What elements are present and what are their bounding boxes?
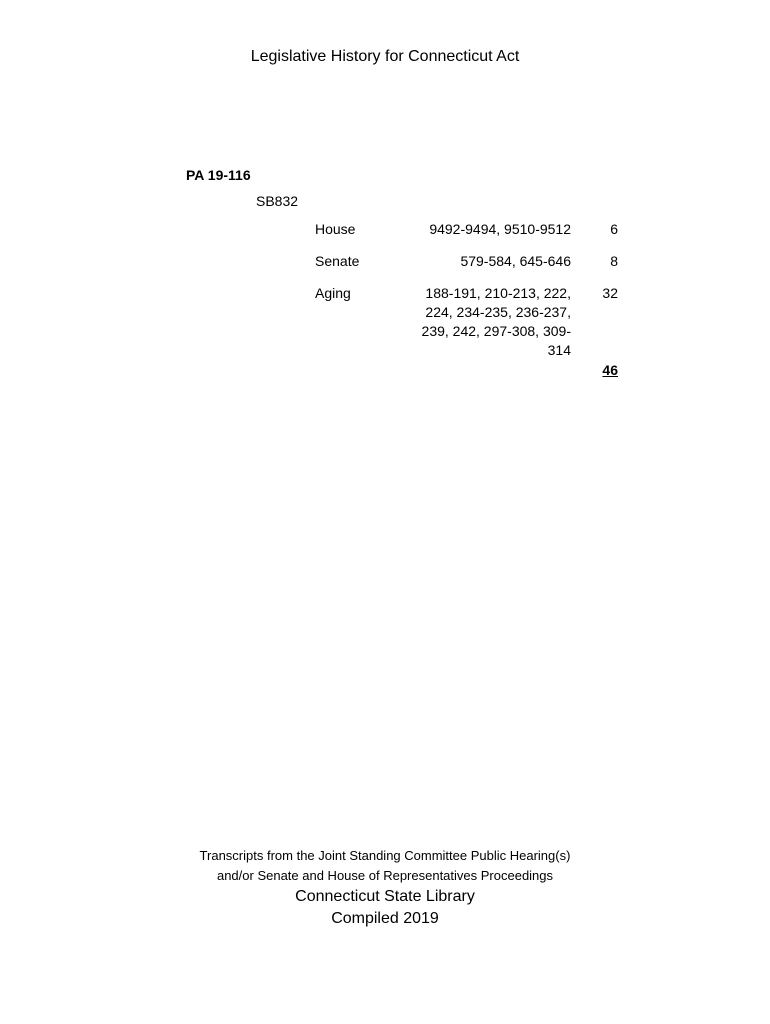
footer-compiled-line: Compiled 2019 xyxy=(331,910,439,927)
page-count: 6 xyxy=(610,221,618,237)
chamber-label: Aging xyxy=(315,285,351,301)
history-row-aging xyxy=(315,284,618,360)
footer-library-line: Connecticut State Library xyxy=(295,888,475,905)
page-count: 8 xyxy=(610,253,618,269)
bill-number: SB832 xyxy=(256,193,299,209)
act-number: PA 19-116 xyxy=(186,167,251,183)
total-page-count: 46 xyxy=(602,362,618,378)
history-table xyxy=(315,220,618,373)
chamber-label: Senate xyxy=(315,253,360,269)
page-ranges: 579-584, 645-646 xyxy=(460,253,571,269)
chamber-label: House xyxy=(315,221,356,237)
footer-proceedings-line: and/or Senate and House of Representatives Proceedings xyxy=(216,868,554,883)
document-title: Legislative History for Connecticut Act xyxy=(250,48,520,65)
page-ranges: 9492-9494, 9510-9512 xyxy=(429,221,571,237)
page-count: 32 xyxy=(602,285,618,301)
history-row-house xyxy=(315,220,618,239)
total-row xyxy=(315,362,618,378)
page-ranges: 188-191, 210-213, 222, 224, 234-235, 236-237, 239, 242, 297-308, 309-314 xyxy=(421,285,571,358)
history-row-senate xyxy=(315,252,618,271)
footer xyxy=(0,846,770,930)
footer-transcripts-line: Transcripts from the Joint Standing Committee Public Hearing(s) xyxy=(199,848,571,863)
